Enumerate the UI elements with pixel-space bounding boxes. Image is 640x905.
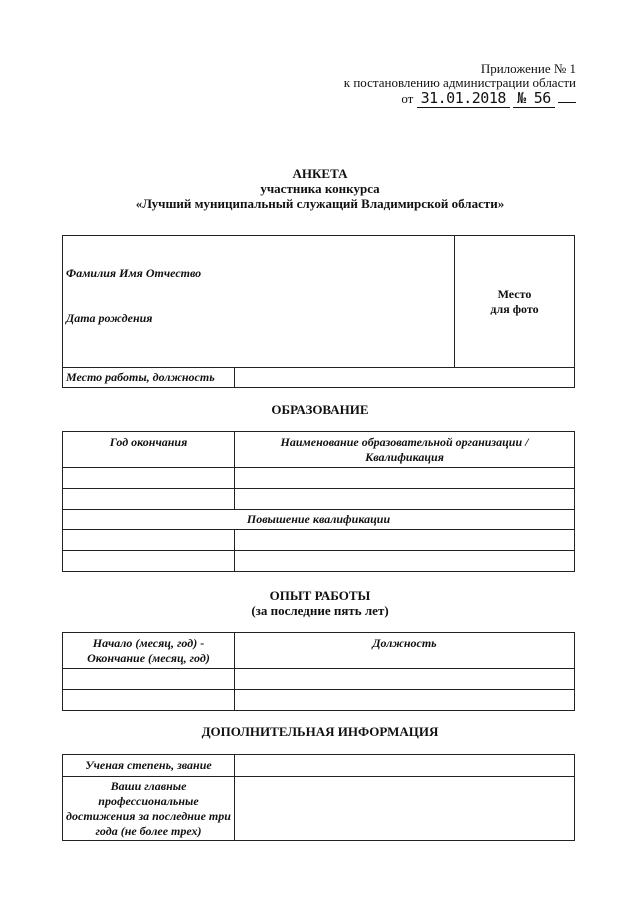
edu-institution-field[interactable] <box>235 468 575 489</box>
achievements-label: Ваши главные профессиональные достижения за последние три года (не более трех) <box>63 777 235 841</box>
improvement-header: Повышение квалификации <box>63 510 575 530</box>
degree-field[interactable] <box>235 755 575 777</box>
number-value: 56 <box>530 89 555 108</box>
edu-year-field[interactable] <box>63 489 235 510</box>
number-underline <box>558 92 576 103</box>
impr-institution-field[interactable] <box>235 530 575 551</box>
period-field[interactable] <box>63 669 235 690</box>
number-sign: № <box>513 89 530 108</box>
edu-year-field[interactable] <box>63 468 235 489</box>
experience-subtitle: (за последние пять лет) <box>251 603 389 618</box>
personal-info-table <box>62 235 575 388</box>
impr-year-field[interactable] <box>63 530 235 551</box>
resolution-label: к постановлению администрации области <box>343 75 576 90</box>
additional-title: ДОПОЛНИТЕЛЬНАЯ ИНФОРМАЦИЯ <box>201 724 439 739</box>
birth-label: Дата рождения <box>66 311 153 325</box>
appendix-label: Приложение № 1 <box>480 61 576 76</box>
fio-label: Фамилия Имя Отчество <box>66 266 202 280</box>
period-header: Начало (месяц, год) - Окончание (месяц, год) <box>63 633 235 669</box>
form-subtitle: участника конкурса <box>260 181 380 196</box>
photo-cell[interactable] <box>455 236 575 368</box>
period-field[interactable] <box>63 690 235 711</box>
position-field[interactable] <box>235 669 575 690</box>
degree-label: Ученая степень, звание <box>63 755 235 777</box>
experience-table <box>62 632 575 711</box>
education-title: ОБРАЗОВАНИЕ <box>271 402 369 417</box>
impr-institution-field[interactable] <box>235 551 575 572</box>
contest-name: «Лучший муниципальный служащий Владимирской области» <box>135 196 505 211</box>
impr-year-field[interactable] <box>63 551 235 572</box>
fio-birth-cell[interactable] <box>63 236 455 368</box>
achievements-field[interactable] <box>235 777 575 841</box>
from-label: от <box>401 91 414 106</box>
education-table <box>62 431 575 572</box>
edu-institution-field[interactable] <box>235 489 575 510</box>
form-title: АНКЕТА <box>292 166 348 181</box>
experience-title: ОПЫТ РАБОТЫ <box>269 588 371 603</box>
additional-table <box>62 754 575 841</box>
photo-label-1: Место <box>497 286 532 301</box>
institution-header: Наименование образовательной организации / Квалификация <box>235 432 575 468</box>
grad-year-header: Год окончания <box>63 432 235 468</box>
date-value: 31.01.2018 <box>417 89 510 108</box>
photo-label-2: для фото <box>490 301 539 316</box>
header-block <box>344 62 576 106</box>
position-header: Должность <box>235 633 575 669</box>
date-number-line <box>344 91 576 106</box>
workplace-label: Место работы, должность <box>63 368 235 388</box>
position-field[interactable] <box>235 690 575 711</box>
workplace-field[interactable] <box>235 368 575 388</box>
